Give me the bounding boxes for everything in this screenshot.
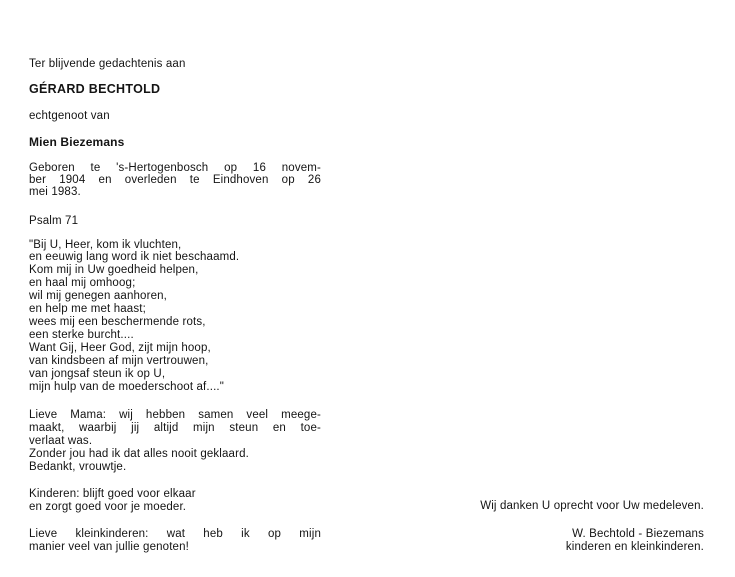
birth-death-line-1: Geboren te 's-Hertogenbosch op 16 novem- (29, 162, 321, 174)
children-line-1: Kinderen: blijft goed voor elkaar (29, 488, 196, 500)
psalm-line-12: mijn hulp van de moederschoot af...." (29, 381, 225, 393)
mama-line-4: Zonder jou had ik dat alles nooit geklaard. (29, 448, 249, 460)
birth-death-line-2: ber 1904 en overleden te Eindhoven op 26 (29, 174, 321, 186)
psalm-line-8: een sterke burcht.... (29, 329, 134, 341)
mama-line-3: verlaat was. (29, 435, 93, 447)
signature-name: W. Bechtold - Biezemans (572, 528, 704, 540)
psalm-reference: Psalm 71 (29, 215, 79, 227)
intro-line: Ter blijvende gedachtenis aan (29, 58, 186, 70)
psalm-line-10: van kindsbeen af mijn vertrouwen, (29, 355, 209, 367)
deceased-name: GÉRARD BECHTOLD (29, 82, 161, 96)
mama-line-2: maakt, waarbij jij altijd mijn steun en toe- (29, 422, 321, 434)
signature-family: kinderen en kleinkinderen. (565, 541, 704, 553)
psalm-line-3: Kom mij in Uw goedheid helpen, (29, 264, 199, 276)
grandchildren-line-1: Lieve kleinkinderen: wat heb ik op mijn (29, 528, 321, 540)
psalm-line-6: en help me met haast; (29, 303, 146, 315)
grandchildren-line-2: manier veel van jullie genoten! (29, 541, 189, 553)
mama-line-1: Lieve Mama: wij hebben samen veel meege- (29, 409, 321, 421)
relation-line: echtgenoot van (29, 110, 110, 122)
psalm-line-9: Want Gij, Heer God, zijt mijn hoop, (29, 342, 211, 354)
psalm-line-5: wil mij genegen aanhoren, (29, 290, 168, 302)
psalm-line-1: "Bij U, Heer, kom ik vluchten, (29, 239, 182, 251)
psalm-line-2: en eeuwig lang word ik niet beschaamd. (29, 251, 240, 263)
mama-line-5: Bedankt, vrouwtje. (29, 461, 127, 473)
psalm-line-11: van jongsaf steun ik op U, (29, 368, 166, 380)
thanks-line: Wij danken U oprecht voor Uw medeleven. (480, 500, 704, 512)
psalm-line-7: wees mij een beschermende rots, (29, 316, 206, 328)
children-line-2: en zorgt goed voor je moeder. (29, 501, 187, 513)
birth-death-line-3: mei 1983. (29, 186, 81, 198)
psalm-line-4: en haal mij omhoog; (29, 277, 136, 289)
spouse-name: Mien Biezemans (29, 135, 125, 149)
